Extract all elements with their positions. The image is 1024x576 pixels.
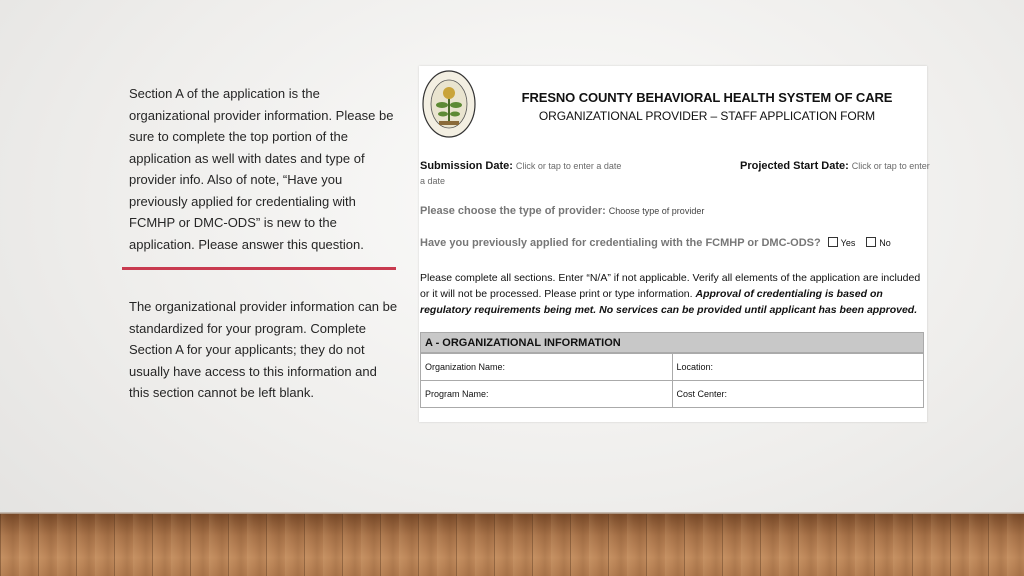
explanation-paragraph-2: The organizational provider information can be standardized for your program. Complete Section A for your applicants; they do not usually have access to this information and this section cannot be left blank. <box>129 299 398 400</box>
previously-applied-row <box>420 237 891 249</box>
explanation-paragraph-1: Section A of the application is the organizational provider information. Please be sure to complete the top portion of the application as well with dates and type of provider info. Also of note, “Have you previously applied for credentialing with FCMHP or DMC-ODS” is new to the application. Please answer this question. <box>129 86 394 252</box>
location-field[interactable]: Location: <box>672 354 924 381</box>
instructions-text: Please complete all sections. Enter “N/A” if not applicable. Verify all elements of the application are included or it will not be processed. Please print or type information. <box>420 272 921 300</box>
section-a-header: A - ORGANIZATIONAL INFORMATION <box>420 332 924 353</box>
instructions <box>420 270 926 318</box>
table-row <box>421 354 924 381</box>
projected-start-label: Projected Start Date: <box>740 160 849 172</box>
form-title: FRESNO COUNTY BEHAVIORAL HEALTH SYSTEM OF CARE <box>521 90 893 105</box>
submission-date-row <box>420 160 621 172</box>
table-row <box>421 381 924 408</box>
no-label: No <box>879 238 891 248</box>
projected-start-input[interactable]: Click or tap to enter <box>851 161 930 171</box>
projected-date-input-wrap[interactable]: a date <box>420 176 446 186</box>
submission-date-input[interactable]: Click or tap to enter a date <box>515 161 622 171</box>
county-seal-icon <box>421 69 477 140</box>
organizational-info-table <box>420 353 924 408</box>
cost-center-field[interactable]: Cost Center: <box>672 381 924 408</box>
wood-floor-decoration <box>0 514 1024 576</box>
projected-start-row <box>740 160 930 172</box>
provider-type-label: Please choose the type of provider: <box>420 205 606 217</box>
program-name-field[interactable]: Program Name: <box>421 381 673 408</box>
organization-name-field[interactable]: Organization Name: <box>421 354 673 381</box>
no-checkbox[interactable] <box>866 237 876 247</box>
yes-checkbox[interactable] <box>828 237 838 247</box>
provider-type-select[interactable]: Choose type of provider <box>608 206 705 216</box>
form-subtitle: ORGANIZATIONAL PROVIDER – STAFF APPLICATION FORM <box>538 109 876 123</box>
application-form-screenshot <box>419 66 930 422</box>
divider <box>122 267 396 270</box>
previously-applied-label: Have you previously applied for credentialing with the FCMHP or DMC-ODS? <box>420 237 821 249</box>
instructions-emphasis: Approval of credentialing is based on regulatory requirements being met. No services can be provided until applicant has been approved. <box>420 288 918 316</box>
yes-label: Yes <box>840 238 856 248</box>
submission-date-wrap <box>420 175 445 187</box>
provider-type-row <box>420 205 704 217</box>
submission-date-label: Submission Date: <box>420 160 513 172</box>
